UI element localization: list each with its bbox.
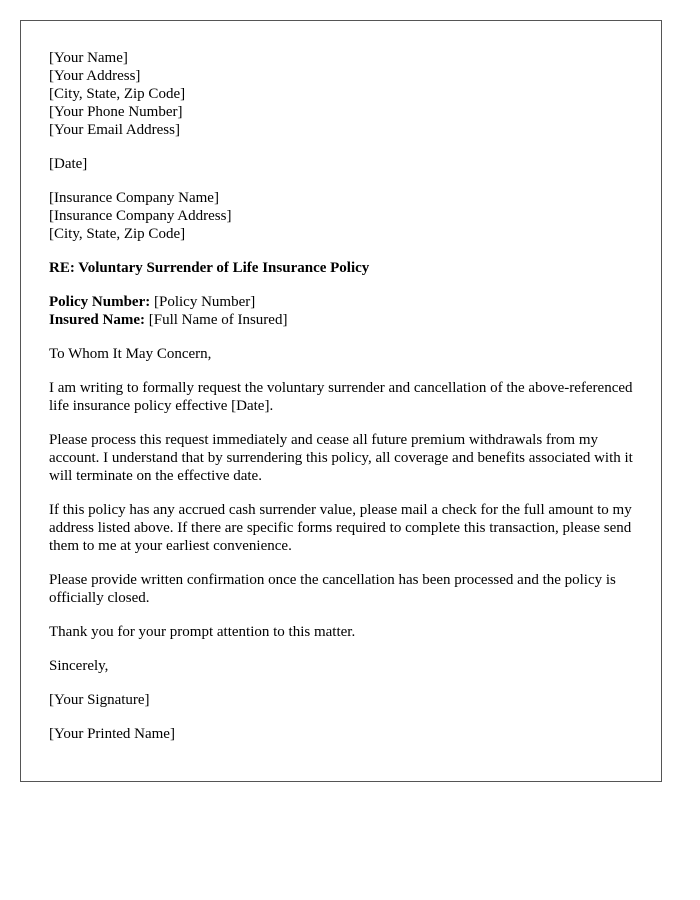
body-paragraph: Please provide written confirmation once the cancellation has been processed and the policy is officially closed. [49, 572, 616, 606]
insured-name-label: Insured Name: [49, 312, 145, 328]
salutation: To Whom It May Concern, [49, 346, 212, 362]
body-paragraph: If this policy has any accrued cash surrender value, please mail a check for the full amount to my address listed above. If there are specific forms required to complete this transaction, please send them to me at your earliest convenience. [49, 502, 632, 554]
printed-name: [Your Printed Name] [49, 726, 175, 742]
body-paragraph: Thank you for your prompt attention to this matter. [49, 624, 356, 640]
letter-date: [Date] [49, 156, 88, 172]
sender-name: [Your Name] [49, 50, 128, 66]
signature-placeholder: [Your Signature] [49, 692, 150, 708]
sender-city: [City, State, Zip Code] [49, 86, 186, 102]
letter [20, 20, 662, 782]
policy-number-label: Policy Number: [49, 294, 151, 310]
sender-email: [Your Email Address] [49, 122, 180, 138]
closing: Sincerely, [49, 658, 109, 674]
sender-phone: [Your Phone Number] [49, 104, 183, 120]
body-paragraph: Please process this request immediately and cease all future premium withdrawals from my account. I understand that by surrendering this policy, all coverage and benefits associated with it will terminate on the effective date. [49, 432, 633, 484]
recipient-company: [Insurance Company Name] [49, 190, 219, 206]
insured-name-value: [Full Name of Insured] [144, 312, 288, 328]
recipient-street: [Insurance Company Address] [49, 208, 232, 224]
recipient-address [49, 189, 634, 243]
body-paragraph: I am writing to formally request the voluntary surrender and cancellation of the above-referenced life insurance policy effective [Date]. [49, 380, 633, 414]
recipient-city: [City, State, Zip Code] [49, 226, 186, 242]
policy-number-value: [Policy Number] [150, 294, 256, 310]
policy-details [49, 293, 634, 329]
sender-address [49, 49, 634, 139]
subject-line: RE: Voluntary Surrender of Life Insurance Policy [49, 260, 370, 276]
sender-street: [Your Address] [49, 68, 141, 84]
